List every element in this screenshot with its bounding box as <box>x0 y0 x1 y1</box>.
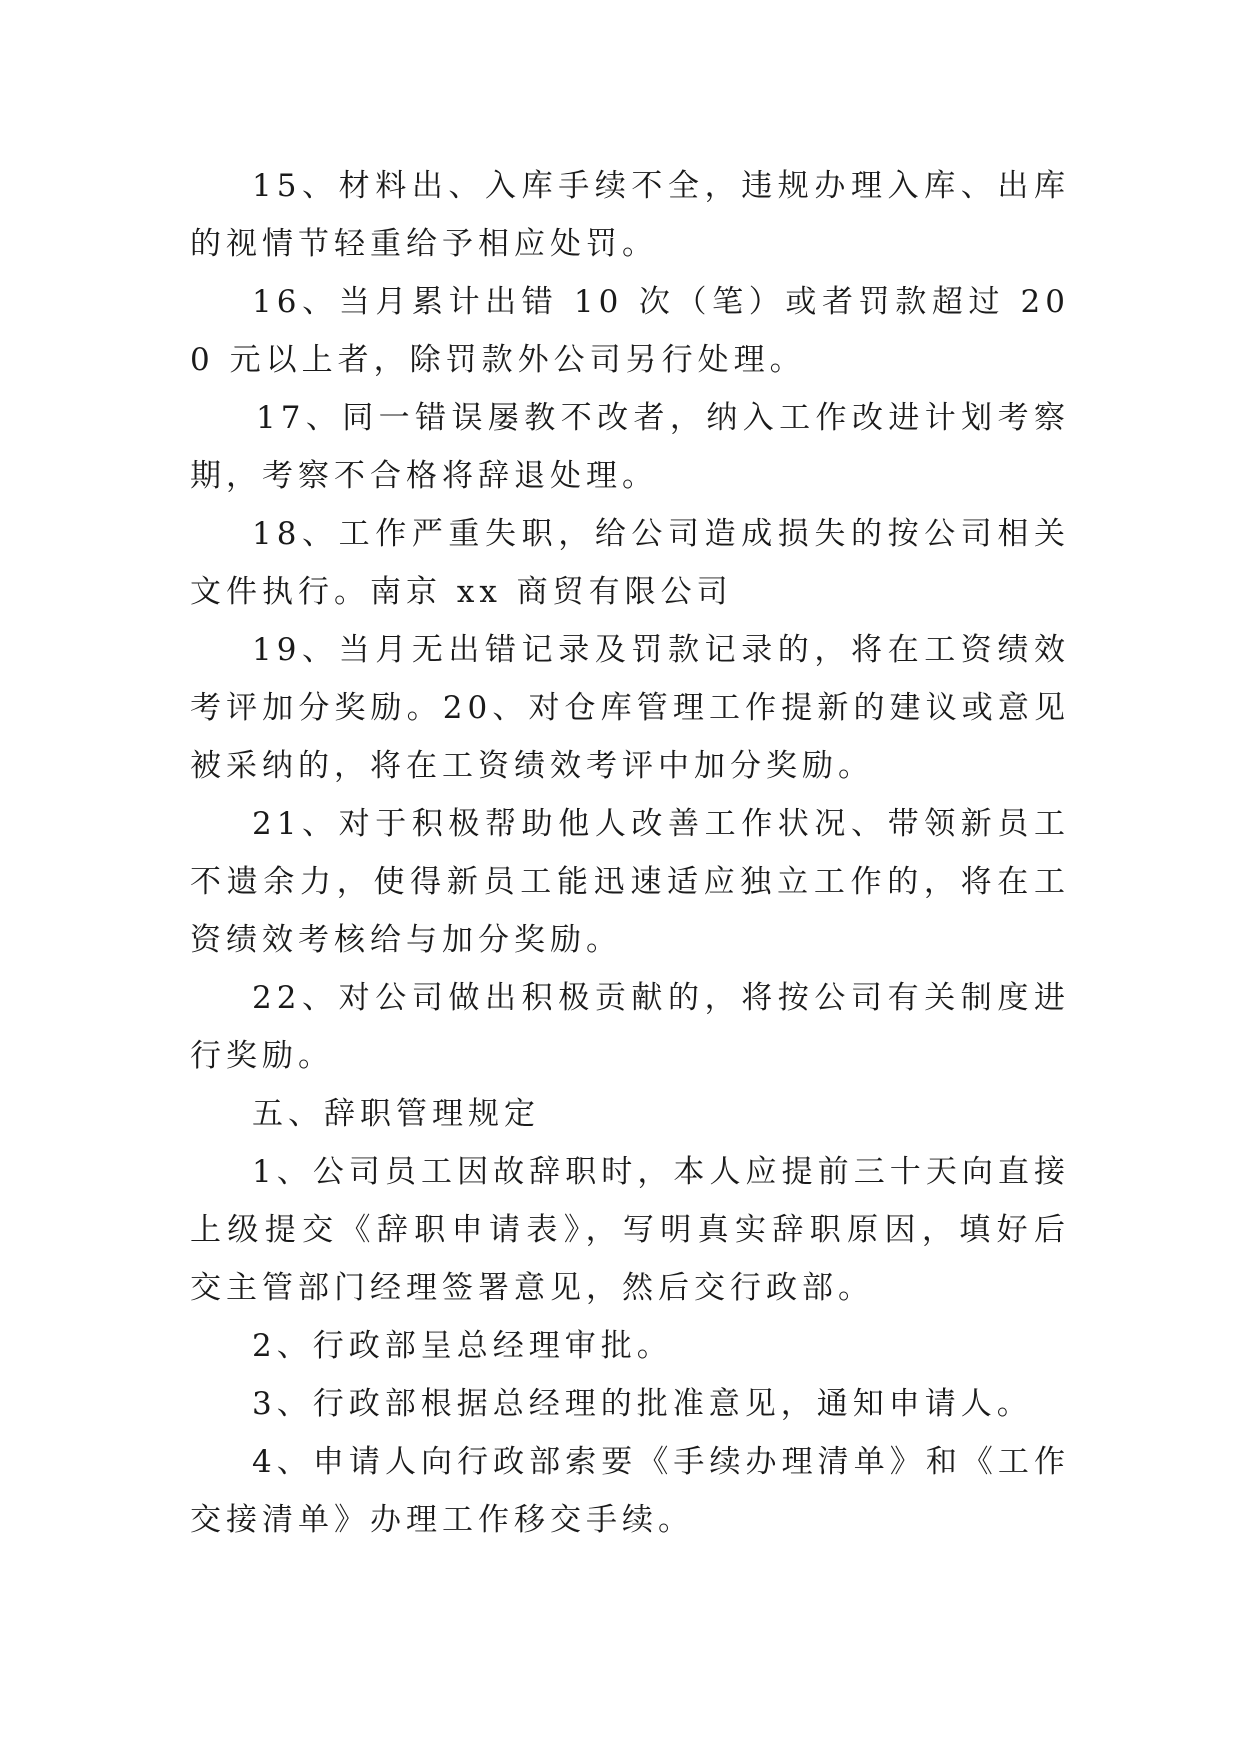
paragraph-21: 21、对于积极帮助他人改善工作状况、带领新员工不遗余力，使得新员工能迅速适应独立工作的，将在工资绩效考核给与加分奖励。 <box>190 806 1070 958</box>
paragraph-15: 15、材料出、入库手续不全，违规办理入库、出库的视情节轻重给予相应处罚。 <box>190 168 1070 262</box>
document-body <box>190 157 1070 1549</box>
resignation-item-4: 4、申请人向行政部索要《手续办理清单》和《工作交接清单》办理工作移交手续。 <box>190 1444 1070 1538</box>
resignation-item-1: 1、公司员工因故辞职时，本人应提前三十天向直接上级提交《辞职申请表》，写明真实辞职原因，填好后交主管部门经理签署意见，然后交行政部。 <box>190 1154 1070 1306</box>
section-heading-resignation: 五、辞职管理规定 <box>252 1096 540 1132</box>
resignation-item-3: 3、行政部根据总经理的批准意见，通知申请人。 <box>252 1386 1033 1422</box>
paragraph-16: 16、当月累计出错 10 次（笔）或者罚款超过 200 元以上者，除罚款外公司另行处理。 <box>190 284 1070 378</box>
paragraph-17: 17、同一错误屡教不改者，纳入工作改进计划考察期，考察不合格将辞退处理。 <box>190 400 1070 494</box>
resignation-item-2: 2、行政部呈总经理审批。 <box>252 1328 673 1364</box>
paragraph-19: 19、当月无出错记录及罚款记录的，将在工资绩效考评加分奖励。20、对仓库管理工作提新的建议或意见被采纳的，将在工资绩效考评中加分奖励。 <box>190 632 1070 784</box>
paragraph-18: 18、工作严重失职，给公司造成损失的按公司相关文件执行。南京 xx 商贸有限公司 <box>190 516 1070 610</box>
paragraph-22: 22、对公司做出积极贡献的，将按公司有关制度进行奖励。 <box>190 980 1070 1074</box>
